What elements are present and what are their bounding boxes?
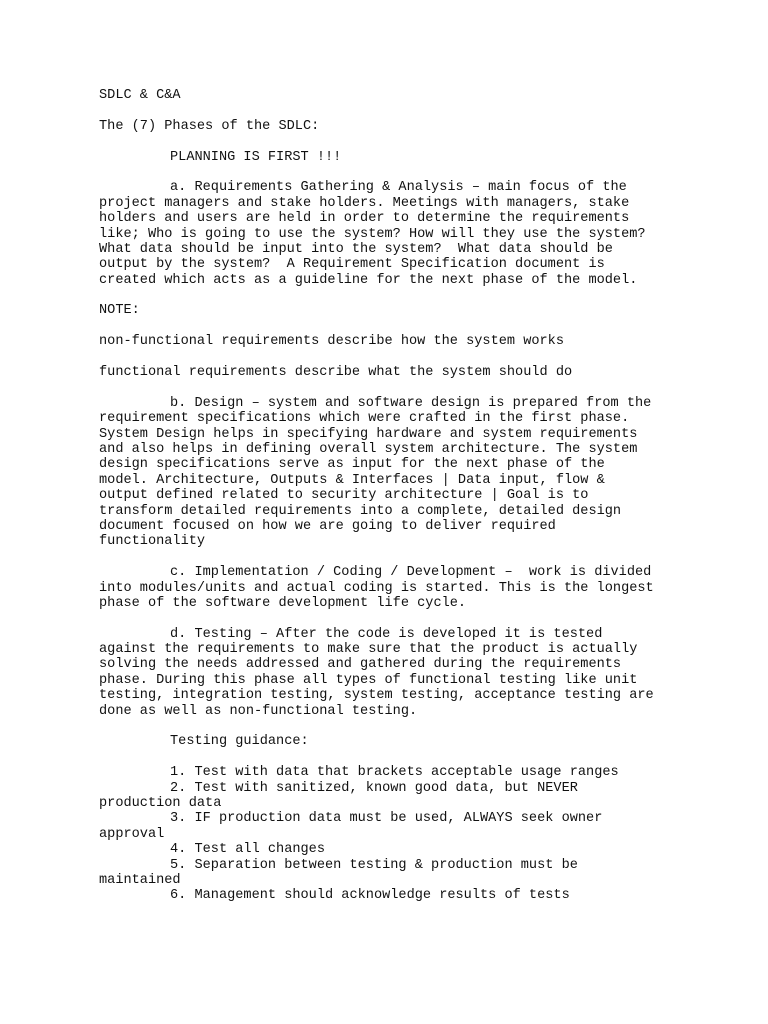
- section-a-line: output by the system? A Requirement Specification document is: [99, 257, 605, 273]
- section-d-line: done as well as non-functional testing.: [99, 703, 418, 719]
- section-b-line: model. Architecture, Outputs & Interfaces | Data input, flow &: [99, 472, 605, 488]
- testing-guidance-item-cont: approval: [99, 826, 165, 842]
- section-b-line: System Design helps in specifying hardware and system requirements: [99, 426, 638, 442]
- testing-guidance-item: 6. Management should acknowledge results of tests: [170, 888, 570, 904]
- section-b-line: design specifications serve as input for the next phase of the: [99, 457, 605, 473]
- section-a-line: holders and users are held in order to determine the requirements: [99, 211, 630, 227]
- section-a-line: created which acts as a guideline for the next phase of the model.: [99, 272, 638, 288]
- section-b-line: functionality: [99, 534, 206, 550]
- testing-guidance-item: 5. Separation between testing & production must be: [170, 857, 578, 873]
- phases-heading: The (7) Phases of the SDLC:: [99, 118, 320, 134]
- testing-guidance-heading: Testing guidance:: [170, 734, 309, 750]
- section-c-line: into modules/units and actual coding is started. This is the longest: [99, 580, 654, 596]
- section-b-line: requirement specifications which were crafted in the first phase.: [99, 411, 630, 427]
- section-a-line: a. Requirements Gathering & Analysis – main focus of the: [170, 180, 627, 196]
- document-page: [99, 88, 679, 904]
- section-b-line: transform detailed requirements into a complete, detailed design: [99, 503, 622, 519]
- section-a-line: What data should be input into the system? What data should be: [99, 241, 613, 257]
- section-d-line: against the requirements to make sure that the product is actually: [99, 642, 638, 658]
- section-d-line: d. Testing – After the code is developed it is tested: [170, 626, 603, 642]
- section-d-line: phase. During this phase all types of functional testing like unit: [99, 672, 638, 688]
- testing-guidance-item: 4. Test all changes: [170, 842, 325, 858]
- section-c-line: c. Implementation / Coding / Development – work is divided: [170, 565, 652, 581]
- note-nonfunctional: non-functional requirements describe how the system works: [99, 334, 564, 350]
- section-d-line: solving the needs addressed and gathered during the requirements: [99, 657, 622, 673]
- testing-guidance-item-cont: maintained: [99, 872, 181, 888]
- section-c-line: phase of the software development life cycle.: [99, 595, 467, 611]
- section-a-line: like; Who is going to use the system? How will they use the system?: [99, 226, 646, 242]
- section-d-line: testing, integration testing, system testing, acceptance testing are: [99, 688, 654, 704]
- testing-guidance-item-cont: production data: [99, 795, 222, 811]
- planning-note: PLANNING IS FIRST !!!: [170, 149, 342, 165]
- section-b-line: and also helps in defining overall system architecture. The system: [99, 441, 638, 457]
- testing-guidance-item: 2. Test with sanitized, known good data, but NEVER: [170, 780, 578, 796]
- section-a-line: project managers and stake holders. Meetings with managers, stake: [99, 195, 630, 211]
- section-b-line: output defined related to security architecture | Goal is to: [99, 488, 589, 504]
- testing-guidance-item: 1. Test with data that brackets acceptable usage ranges: [170, 765, 619, 781]
- note-label: NOTE:: [99, 303, 140, 319]
- section-b-line: document focused on how we are going to deliver required: [99, 518, 556, 534]
- note-functional: functional requirements describe what the system should do: [99, 365, 573, 381]
- document-title: SDLC & C&A: [99, 88, 181, 103]
- section-b-line: b. Design – system and software design is prepared from the: [170, 395, 652, 411]
- testing-guidance-item: 3. IF production data must be used, ALWAYS seek owner: [170, 811, 603, 827]
